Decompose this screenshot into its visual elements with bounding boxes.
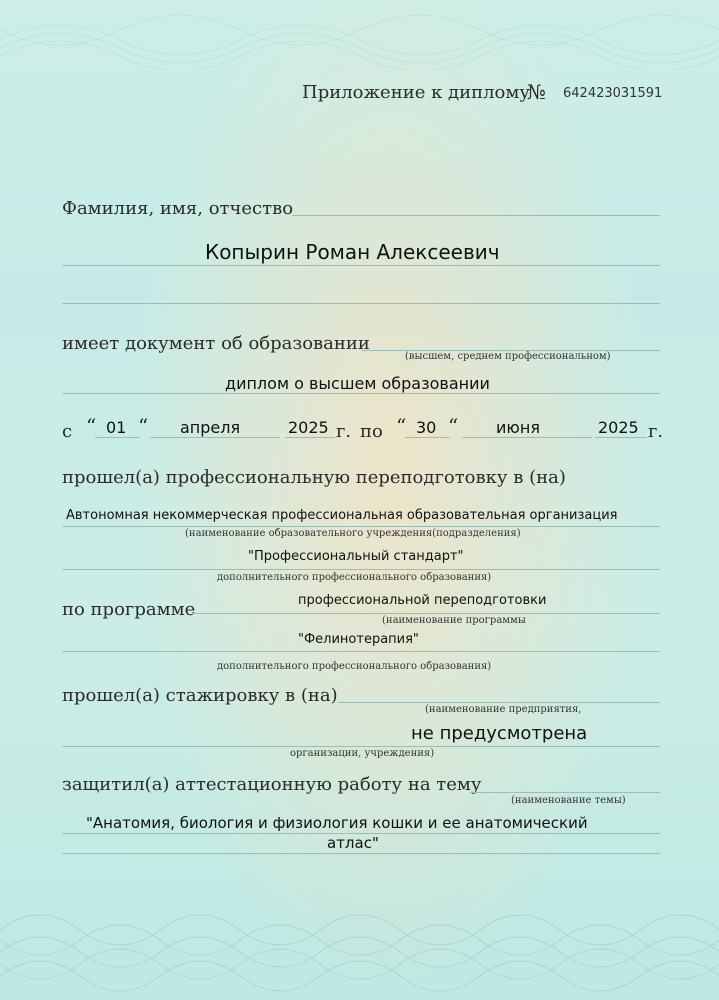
organization-hint-2: дополнительного профессионального образования) xyxy=(217,572,492,583)
to-day-underline xyxy=(405,437,450,438)
internship-hint-2: организации, учреждения) xyxy=(290,748,435,759)
education-value-underline xyxy=(62,393,660,394)
fio-underline-2 xyxy=(62,265,660,266)
organization-hint: (наименование образовательного учреждения(подразделения) xyxy=(185,528,521,539)
to-quote-close: “ xyxy=(448,414,459,438)
program-type: профессиональной переподготовки xyxy=(298,593,547,608)
organization-name-underline xyxy=(62,569,660,570)
education-value: диплом о высшем образовании xyxy=(225,374,490,393)
from-quote-close: “ xyxy=(138,414,149,438)
from-quote-open: “ xyxy=(86,414,97,438)
fio-underline-3 xyxy=(62,303,660,304)
guilloche-ornament-bottom xyxy=(0,890,719,1000)
thesis-topic-line-2: атлас" xyxy=(327,834,379,852)
internship-hint: (наименование предприятия, xyxy=(425,704,582,715)
period-from-prefix: с xyxy=(62,421,73,442)
internship-value: не предусмотрена xyxy=(411,723,588,744)
from-day-underline xyxy=(95,437,140,438)
program-type-underline xyxy=(192,613,660,614)
education-label: имеет документ об образовании xyxy=(62,333,370,354)
internship-label: прошел(а) стажировку в (на) xyxy=(62,685,338,706)
diploma-number: 642423031591 xyxy=(563,86,663,101)
program-hint: (наименование программы xyxy=(382,615,526,626)
internship-value-underline xyxy=(62,746,660,747)
thesis-topic-line-1: "Анатомия, биология и физиология кошки и ее анатомический xyxy=(86,814,588,832)
to-year-suffix: г. xyxy=(648,421,664,442)
organization-underline xyxy=(62,526,660,527)
from-month-underline xyxy=(150,437,280,438)
to-month: июня xyxy=(496,418,540,437)
program-hint-2: дополнительного профессионального образования) xyxy=(217,661,492,672)
thesis-hint: (наименование темы) xyxy=(511,795,626,806)
period-to-prefix: по xyxy=(360,421,383,442)
fio-underline-1 xyxy=(292,215,660,216)
from-year-underline xyxy=(285,437,335,438)
internship-underline xyxy=(338,702,660,703)
number-sign: № xyxy=(527,80,546,104)
from-year: 2025 xyxy=(288,418,329,437)
fio-value: Копырин Роман Алексеевич xyxy=(205,240,500,264)
to-year-underline xyxy=(595,437,647,438)
from-year-suffix: г. xyxy=(336,421,352,442)
retraining-label: прошел(а) профессиональную переподготовку в (на) xyxy=(62,467,566,488)
to-year: 2025 xyxy=(598,418,639,437)
appendix-title: Приложение к диплому xyxy=(302,82,530,103)
organization-name: "Профессиональный стандарт" xyxy=(248,549,464,564)
to-month-underline xyxy=(462,437,592,438)
program-name-underline xyxy=(62,651,660,652)
thesis-underline xyxy=(470,792,660,793)
program-label: по программе xyxy=(62,599,196,620)
to-quote-open: “ xyxy=(396,414,407,438)
fio-label: Фамилия, имя, отчество xyxy=(62,198,294,219)
from-month: апреля xyxy=(180,418,241,437)
retraining-organization: Автономная некоммерческая профессиональная образовательная организация xyxy=(66,508,618,523)
to-day: 30 xyxy=(416,418,437,437)
thesis-label: защитил(а) аттестационную работу на тему xyxy=(62,774,482,795)
from-day: 01 xyxy=(106,418,127,437)
thesis-topic-underline-2 xyxy=(62,853,660,854)
guilloche-ornament-top xyxy=(0,0,719,70)
education-hint: (высшем, среднем профессиональном) xyxy=(405,351,611,362)
program-name: "Фелинотерапия" xyxy=(298,632,419,647)
